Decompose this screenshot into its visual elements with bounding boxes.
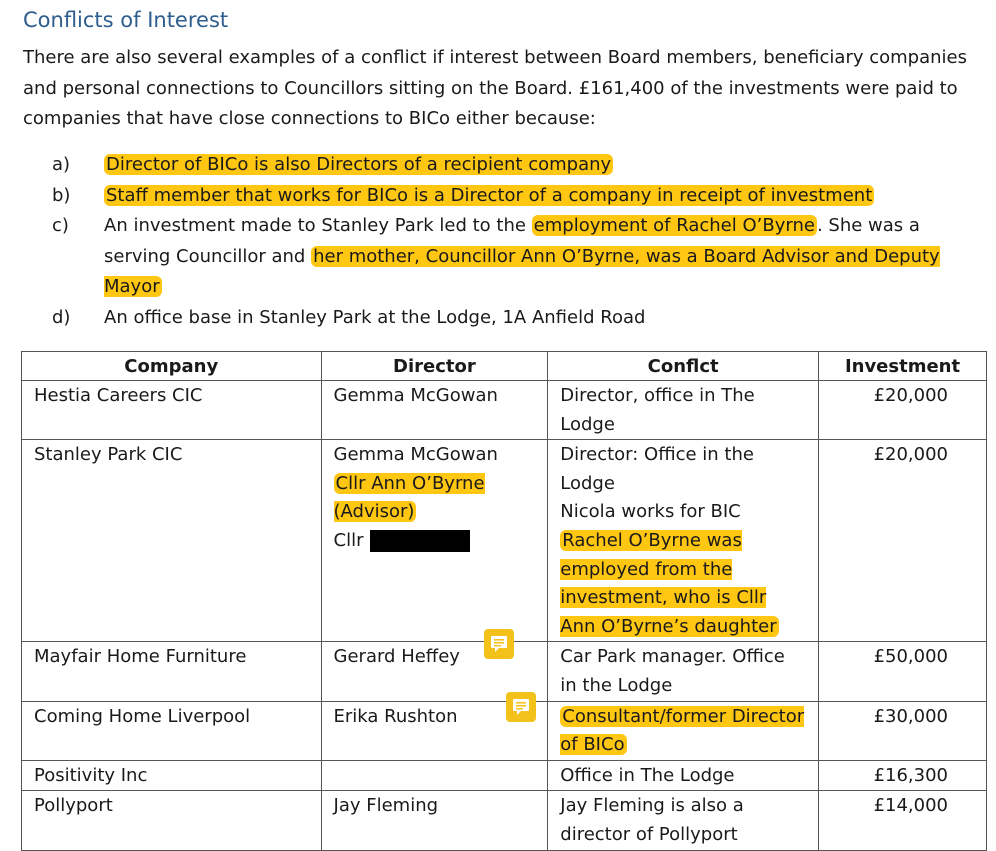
highlighted-text: employment of Rachel O’Byrne — [533, 215, 815, 236]
highlighted-text: Staff member that works for BICo is a Director of a company in receipt of investment — [106, 184, 873, 206]
table-row — [22, 440, 987, 642]
highlighted-text: Rachel O’Byrne was employed from the investment, who is Cllr Ann O’Byrne’s daughter — [560, 529, 777, 637]
section-heading: Conflicts of Interest — [23, 8, 229, 32]
table-header-row — [22, 352, 987, 381]
highlighted-text: Consultant/former Director of BICo — [560, 705, 805, 756]
list-marker: d) — [52, 306, 71, 328]
comment-icon[interactable] — [506, 692, 536, 722]
reasons-list — [52, 150, 982, 333]
cell-company: Hestia Careers CIC — [22, 381, 322, 440]
table-row — [22, 381, 987, 440]
conflict-line: Director: Office in the Lodge — [560, 444, 754, 494]
list-text: An investment made to Stanley Park led to the — [104, 215, 532, 236]
highlighted-text: Cllr Ann O’Byrne (Advisor) — [333, 472, 485, 523]
intro-paragraph: There are also several examples of a conflict if interest between Board members, beneficiary companies and personal connections to Councillors sitting on the Board. £161,400 of the investments were paid to companies that have close connections to BICo either because: — [23, 47, 967, 129]
conflict-line — [560, 527, 806, 641]
list-marker: b) — [52, 184, 71, 206]
list-text: . She was a serving Councillor and — [104, 215, 920, 267]
header-investment: Investment — [819, 352, 987, 381]
cell-director: Jay Fleming — [321, 791, 548, 850]
cell-company: Pollyport — [22, 791, 322, 850]
cell-investment: £20,000 — [819, 381, 987, 440]
cell-conflict: Car Park manager. Office in the Lodge — [548, 642, 819, 701]
list-text: An office base in Stanley Park at the Lodge, 1A Anfield Road — [104, 306, 646, 328]
cell-company: Positivity Inc — [22, 760, 322, 791]
comment-icon[interactable] — [484, 629, 514, 659]
cell-conflict — [548, 440, 819, 642]
director-name: Gemma McGowan — [333, 444, 498, 466]
highlighted-text: her mother, Councillor Ann O’Byrne, was a Board Advisor and Deputy Mayor — [104, 245, 940, 297]
cell-company: Coming Home Liverpool — [22, 701, 322, 760]
table-row — [22, 791, 987, 850]
list-item-b — [52, 181, 982, 212]
list-marker: a) — [52, 154, 71, 175]
cell-conflict: Jay Fleming is also a director of Pollyport — [548, 791, 819, 850]
director-redacted — [334, 527, 536, 556]
cell-director — [321, 440, 548, 642]
conflict-line: Nicola works for BIC — [560, 501, 741, 523]
director-cllr: Cllr — [333, 529, 364, 551]
header-company: Company — [22, 352, 322, 381]
cell-conflict — [548, 701, 819, 760]
cell-conflict: Director, office in The Lodge — [548, 381, 819, 440]
cell-investment: £30,000 — [819, 701, 987, 760]
cell-director: Gerard Heffey — [321, 642, 548, 701]
cell-investment: £20,000 — [819, 440, 987, 642]
cell-investment: £50,000 — [819, 642, 987, 701]
list-item-a — [52, 150, 982, 181]
cell-director — [321, 760, 548, 791]
header-conflict: Conflct — [548, 352, 819, 381]
cell-investment: £14,000 — [819, 791, 987, 850]
cell-company: Mayfair Home Furniture — [22, 642, 322, 701]
conflicts-table — [21, 351, 987, 851]
cell-investment: £16,300 — [819, 760, 987, 791]
cell-conflict: Office in The Lodge — [548, 760, 819, 791]
director-advisor — [334, 470, 536, 527]
header-director: Director — [321, 352, 548, 381]
cell-director: Gemma McGowan — [321, 381, 548, 440]
redaction-bar — [370, 530, 470, 552]
highlighted-text: Director of BICo is also Directors of a recipient company — [106, 154, 612, 175]
table-row — [22, 760, 987, 791]
cell-company: Stanley Park CIC — [22, 440, 322, 642]
list-item-d — [52, 303, 982, 334]
list-marker: c) — [52, 215, 69, 236]
list-item-c — [52, 211, 982, 303]
cell-director: Erika Rushton — [321, 701, 548, 760]
table-row — [22, 701, 987, 760]
